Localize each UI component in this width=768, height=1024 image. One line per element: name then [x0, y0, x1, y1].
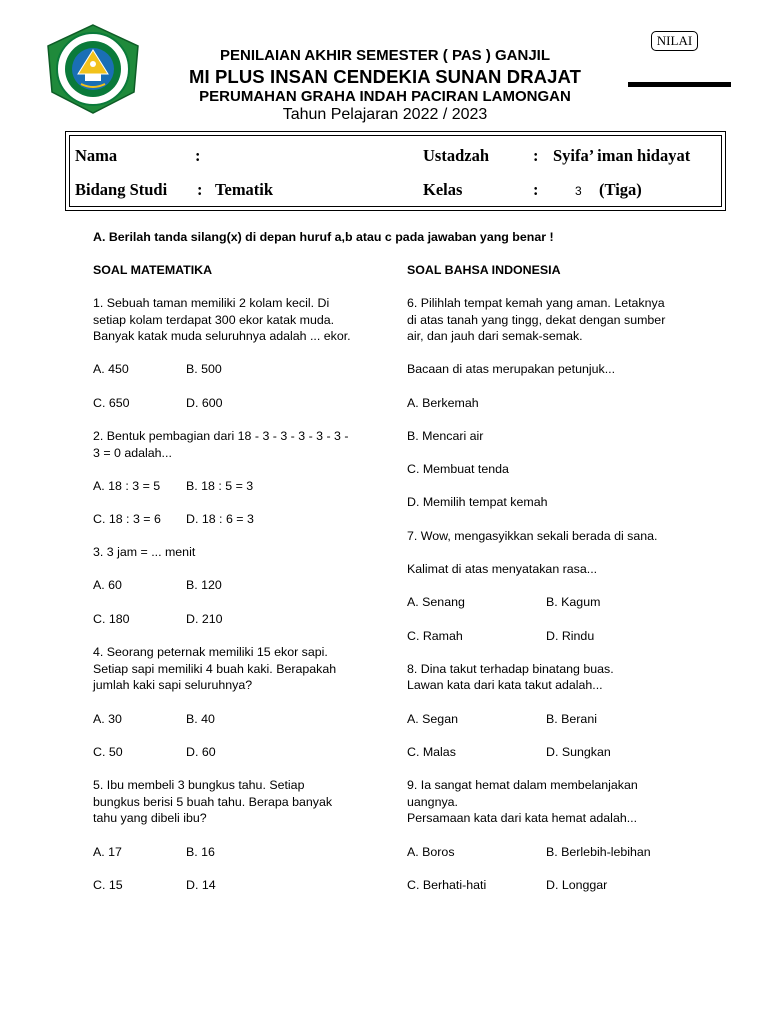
option-d[interactable]: D. 60 — [186, 745, 216, 759]
option-b[interactable]: B. 40 — [186, 712, 215, 726]
option-b[interactable]: B. Berlebih-lebihan — [546, 845, 651, 859]
ustadzah-label: Ustadzah — [423, 146, 490, 165]
option-a[interactable]: A. Boros — [407, 845, 455, 859]
question-text: 7. Wow, mengasyikkan sekali berada di sana. — [407, 529, 658, 543]
option-d[interactable]: D. Memilih tempat kemah — [407, 495, 548, 509]
question-text: air, dan jauh dari semak-semak. — [407, 329, 583, 343]
question-text: setiap kolam terdapat 300 ekor katak muda. — [93, 313, 335, 327]
option-a[interactable]: A. 30 — [93, 712, 122, 726]
option-d[interactable]: D. 14 — [186, 878, 216, 892]
question-prompt: Bacaan di atas merupakan petunjuk... — [407, 362, 616, 376]
bidang-studi-colon: : — [197, 180, 203, 199]
option-a[interactable]: A. 18 : 3 = 5 — [93, 479, 161, 493]
question-text: jumlah kaki sapi seluruhnya? — [93, 678, 253, 692]
identity-box — [65, 131, 726, 211]
math-heading: SOAL MATEMATIKA — [93, 263, 213, 277]
academic-year: Tahun Pelajaran 2022 / 2023 — [282, 106, 488, 123]
option-a[interactable]: A. 450 — [93, 362, 129, 376]
question-text: 5. Ibu membeli 3 bungkus tahu. Setiap — [93, 778, 305, 792]
question-text: 3 = 0 adalah... — [93, 446, 172, 460]
option-c[interactable]: C. Berhati-hati — [407, 878, 487, 892]
question-text: 4. Seorang peternak memiliki 15 ekor sapi. — [93, 645, 328, 659]
nama-colon: : — [195, 146, 201, 165]
question-text: di atas tanah yang tingg, dekat dengan sumber — [407, 313, 666, 327]
option-c[interactable]: C. 15 — [93, 878, 123, 892]
option-a[interactable]: A. 60 — [93, 578, 122, 592]
question-text: 6. Pilihlah tempat kemah yang aman. Letaknya — [407, 296, 665, 310]
question-text: 1. Sebuah taman memiliki 2 kolam kecil. Di — [93, 296, 330, 310]
option-b[interactable]: B. Mencari air — [407, 429, 484, 443]
option-c[interactable]: C. 650 — [93, 396, 130, 410]
bidang-studi-value: Tematik — [215, 180, 274, 199]
option-d[interactable]: D. Rindu — [546, 629, 595, 643]
exam-title: PENILAIAN AKHIR SEMESTER ( PAS ) GANJIL — [219, 47, 551, 64]
option-a[interactable]: A. Senang — [407, 595, 465, 609]
option-d[interactable]: D. 600 — [186, 396, 223, 410]
score-label: NILAI — [651, 31, 698, 51]
option-a[interactable]: A. Berkemah — [407, 396, 479, 410]
option-a[interactable]: A. 17 — [93, 845, 122, 859]
question-text: 2. Bentuk pembagian dari 18 - 3 - 3 - 3 - 3 - 3 - — [93, 429, 349, 443]
ustadzah-value: Syifa’ iman hidayat — [553, 146, 691, 165]
nama-label: Nama — [75, 146, 118, 165]
instruction: A. Berilah tanda silang(x) di depan huruf a,b atau c pada jawaban yang benar ! — [93, 230, 554, 244]
school-address: PERUMAHAN GRAHA INDAH PACIRAN LAMONGAN — [199, 88, 571, 105]
question-prompt: Kalimat di atas menyatakan rasa... — [407, 562, 598, 576]
question-text: tahu yang dibeli ibu? — [93, 811, 207, 825]
question-text: uangnya. — [407, 795, 458, 809]
option-b[interactable]: B. Kagum — [546, 595, 601, 609]
school-emblem-icon — [45, 24, 141, 114]
option-c[interactable]: C. 18 : 3 = 6 — [93, 512, 161, 526]
kelas-number: 3 — [575, 184, 582, 198]
indonesian-heading: SOAL BAHSA INDONESIA — [407, 263, 561, 277]
option-a[interactable]: A. Segan — [407, 712, 458, 726]
option-b[interactable]: B. 18 : 5 = 3 — [186, 479, 254, 493]
option-d[interactable]: D. 210 — [186, 612, 223, 626]
option-c[interactable]: C. 50 — [93, 745, 123, 759]
question-text: Lawan kata dari kata takut adalah... — [407, 678, 603, 692]
question-text: Persamaan kata dari kata hemat adalah... — [407, 811, 638, 825]
option-d[interactable]: D. 18 : 6 = 3 — [186, 512, 254, 526]
kelas-label: Kelas — [423, 180, 463, 199]
option-b[interactable]: B. 500 — [186, 362, 222, 376]
score-line — [628, 82, 731, 87]
bidang-studi-label: Bidang Studi — [75, 180, 168, 199]
school-name: MI PLUS INSAN CENDEKIA SUNAN DRAJAT — [188, 66, 582, 87]
ustadzah-colon: : — [533, 146, 539, 165]
question-text: 3. 3 jam = ... menit — [93, 545, 196, 559]
question-text: Setiap sapi memiliki 4 buah kaki. Berapakah — [93, 662, 337, 676]
option-d[interactable]: D. Longgar — [546, 878, 608, 892]
question-text: bungkus berisi 5 buah tahu. Berapa banyak — [93, 795, 333, 809]
option-c[interactable]: C. Malas — [407, 745, 456, 759]
option-b[interactable]: B. Berani — [546, 712, 597, 726]
question-text: 8. Dina takut terhadap binatang buas. — [407, 662, 614, 676]
option-b[interactable]: B. 16 — [186, 845, 215, 859]
option-d[interactable]: D. Sungkan — [546, 745, 611, 759]
option-c[interactable]: C. 180 — [93, 612, 130, 626]
question-text: 9. Ia sangat hemat dalam membelanjakan — [407, 778, 638, 792]
option-c[interactable]: C. Ramah — [407, 629, 463, 643]
option-c[interactable]: C. Membuat tenda — [407, 462, 509, 476]
kelas-word: (Tiga) — [599, 180, 642, 199]
option-b[interactable]: B. 120 — [186, 578, 222, 592]
question-text: Banyak katak muda seluruhnya adalah ... ekor. — [93, 329, 351, 343]
kelas-colon: : — [533, 180, 539, 199]
